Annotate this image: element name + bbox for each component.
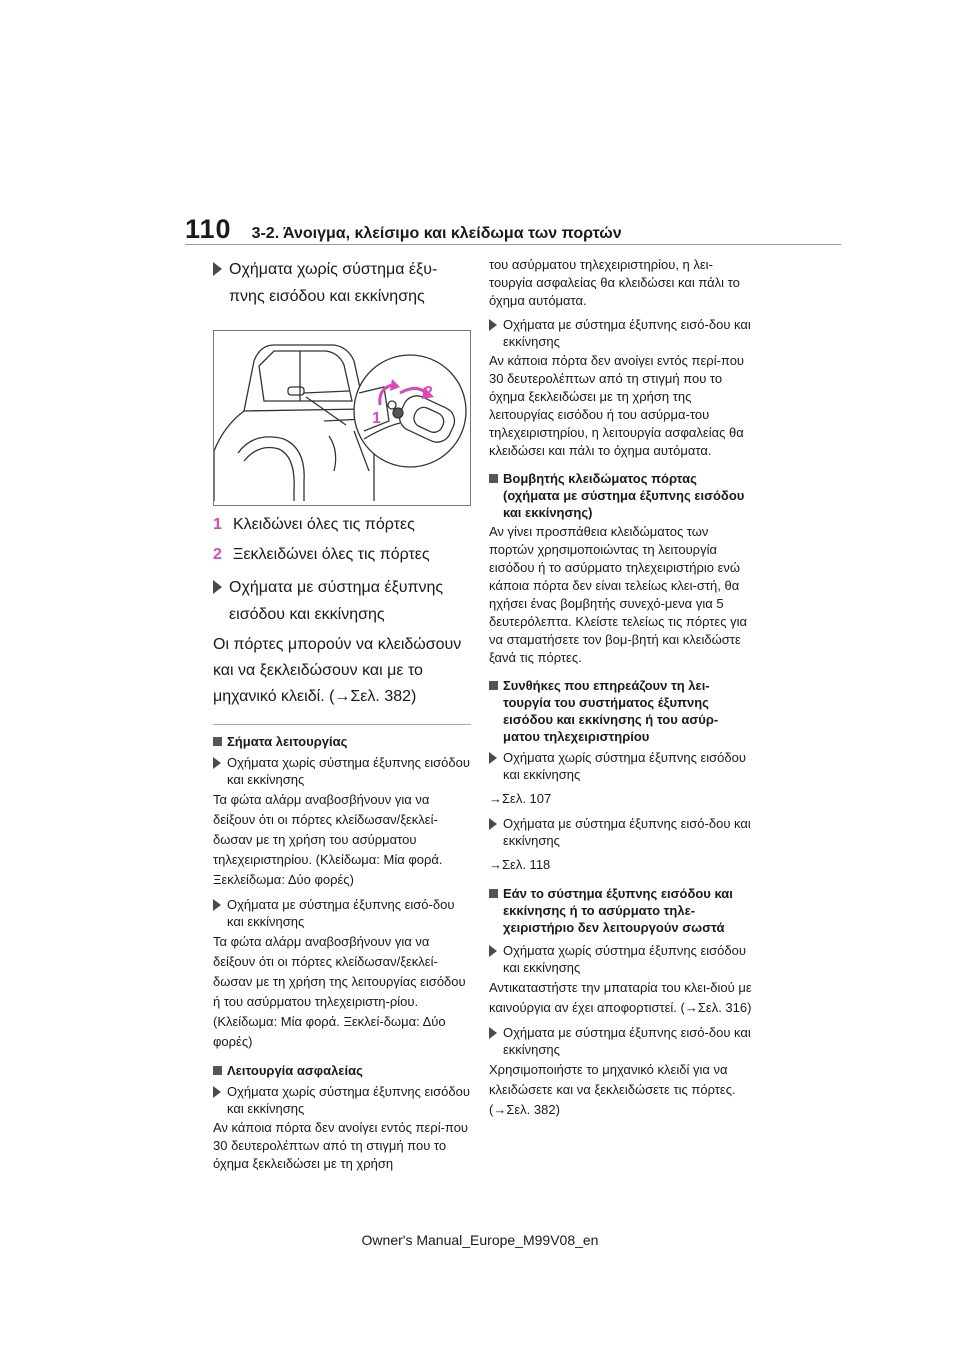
paragraph: Χρησιμοποιήστε το μηχανικό κλειδί για να κλειδώσετε και να ξεκλειδώσετε τις πόρτες. (→Σελ. 382)	[489, 1062, 736, 1117]
page-number: 110	[185, 214, 232, 244]
header-divider	[185, 244, 841, 245]
sub-heading: Οχήματα με σύστημα έξυπνης εισό-δου και εκκίνησης	[213, 896, 471, 930]
page-header	[185, 214, 622, 245]
triangle-bullet-icon	[213, 580, 222, 594]
item-number: 1	[213, 516, 222, 533]
sub-heading: Οχήματα χωρίς σύστημα έξυπνης εισόδου και εκκίνησης	[213, 1083, 471, 1117]
triangle-bullet-icon	[213, 757, 221, 769]
paragraph: Τα φώτα αλάρμ αναβοσβήνουν για να δείξουν ότι οι πόρτες κλείδωσαν/ξεκλεί-δωσαν με τη χρήση της λειτουργίας εισόδου ή του ασύρματου τηλεχειριστη-ρίου. (Κλείδωμα: Μία φορά. Ξεκλεί-δωμα: Δύο φορές)	[213, 934, 466, 1049]
page-reference: →Σελ. 107	[489, 791, 552, 806]
triangle-bullet-icon	[489, 319, 497, 331]
section-title: 3-2. Άνοιγμα, κλείσιμο και κλείδωμα των πορτών	[251, 225, 622, 242]
triangle-bullet-icon	[213, 899, 221, 911]
square-bullet-icon	[489, 889, 498, 898]
sub-heading: Οχήματα χωρίς σύστημα έξυπνης εισόδου και εκκίνησης	[489, 942, 753, 976]
triangle-bullet-icon	[489, 945, 497, 957]
figure-label-1: 1	[372, 410, 381, 427]
section-heading: Λειτουργία ασφαλείας	[213, 1062, 471, 1079]
section-heading: Εάν το σύστημα έξυπνης εισόδου και εκκίνησης ή το ασύρματο τηλε-χειριστήριο δεν λειτουργούν σωστά	[489, 885, 753, 936]
square-bullet-icon	[213, 1066, 222, 1075]
page-footer: Owner's Manual_Europe_M99V08_en	[361, 1232, 599, 1248]
sub-heading: Οχήματα χωρίς σύστημα έξυπνης εισόδου και εκκίνησης	[489, 749, 753, 783]
sub-heading: Οχήματα χωρίς σύστημα έξυπνης εισόδου και εκκίνησης	[213, 754, 471, 788]
sub-heading: Οχήματα με σύστημα έξυπνης εισό-δου και εκκίνησης	[489, 316, 753, 350]
paragraph: Αντικαταστήστε την μπαταρία του κλει-διού με καινούργια αν έχει αποφορτιστεί. (→Σελ. 316)	[489, 980, 752, 1015]
triangle-bullet-icon	[489, 818, 497, 830]
sub-heading: Οχήματα με σύστημα έξυπνης εισό-δου και εκκίνησης	[489, 1024, 753, 1058]
triangle-bullet-icon	[489, 752, 497, 764]
paragraph: Αν κάποια πόρτα δεν ανοίγει εντός περί-που 30 δευτερολέπτων από τη στιγμή που το όχημα ξεκλειδώσει με τη χρήση	[213, 1120, 469, 1171]
triangle-bullet-icon	[213, 1086, 221, 1098]
square-bullet-icon	[489, 681, 498, 690]
square-bullet-icon	[489, 474, 498, 483]
triangle-bullet-icon	[213, 262, 222, 276]
key-fob-illustration	[213, 330, 471, 506]
item-text: Ξεκλειδώνει όλες τις πόρτες	[233, 546, 430, 563]
triangle-bullet-icon	[489, 1027, 497, 1039]
square-bullet-icon	[213, 737, 222, 746]
paragraph: Αν γίνει προσπάθεια κλειδώματος των πορτών χρησιμοποιώντας τη λειτουργία εισόδου ή το ασύρματο τηλεχειριστήριο ενώ κάποια πόρτα δεν είναι τελείως κλει-στή, θα ηχήσει ένας βομβητής συνεχό-μενα για 5 δευτερόλεπτα. Κλείστε τελείως τις πόρτες για να σταματήσετε τον βομ-βητή και κλειδώστε ξανά τις πόρτες.	[489, 524, 747, 665]
page-reference: →Σελ. 118	[489, 857, 551, 872]
section-divider	[213, 724, 471, 725]
sub-heading: Οχήματα με σύστημα έξυπνης εισό-δου και εκκίνησης	[489, 815, 753, 849]
vehicle-type-heading: Οχήματα με σύστημα έξυπνης εισόδου και εκκίνησης	[213, 574, 471, 628]
section-heading: Σήματα λειτουργίας	[213, 733, 471, 750]
numbered-item-1	[213, 512, 471, 538]
paragraph: Τα φώτα αλάρμ αναβοσβήνουν για να δείξουν ότι οι πόρτες κλείδωσαν/ξεκλεί-δωσαν με τη χρήση του ασύρματου τηλεχειριστηρίου. (Κλείδωμα: Μία φορά. Ξεκλείδωμα: Δύο φορές)	[213, 792, 443, 887]
section-heading: Βομβητής κλειδώματος πόρτας (οχήματα με σύστημα έξυπνης εισόδου και εκκίνησης)	[489, 470, 753, 521]
numbered-item-2	[213, 542, 471, 568]
section-heading: Συνθήκες που επηρεάζουν τη λει-τουργία του συστήματος έξυπνης εισόδου και εκκίνησης ή του ασύρ-ματου τηλεχειριστηρίου	[489, 677, 753, 745]
car-door-key-icon	[214, 331, 470, 505]
paragraph: Αν κάποια πόρτα δεν ανοίγει εντός περί-που 30 δευτερολέπτων από τη στιγμή που το όχημα ξεκλειδώσει με τη χρήση της λειτουργίας εισόδου ή του ασύρμα-του τηλεχειριστηρίου, η λειτουργία ασφαλείας θα κλειδώσει και πάλι το όχημα αυτόματα.	[489, 353, 745, 458]
right-column	[489, 256, 753, 1120]
figure-label-2: 2	[424, 384, 433, 401]
item-text: Κλειδώνει όλες τις πόρτες	[233, 516, 415, 533]
left-column	[213, 256, 471, 1173]
paragraph: Οι πόρτες μπορούν να κλειδώσουν και να ξεκλειδώσουν και με το μηχανικό κλειδί. (→Σελ. 382)	[213, 636, 462, 705]
paragraph: του ασύρματου τηλεχειριστηρίου, η λει-τουργία ασφαλείας θα κλειδώσει και πάλι το όχημα αυτόματα.	[489, 257, 740, 308]
vehicle-type-heading: Οχήματα χωρίς σύστημα έξυ-πνης εισόδου και εκκίνησης	[213, 256, 471, 310]
item-number: 2	[213, 546, 222, 563]
